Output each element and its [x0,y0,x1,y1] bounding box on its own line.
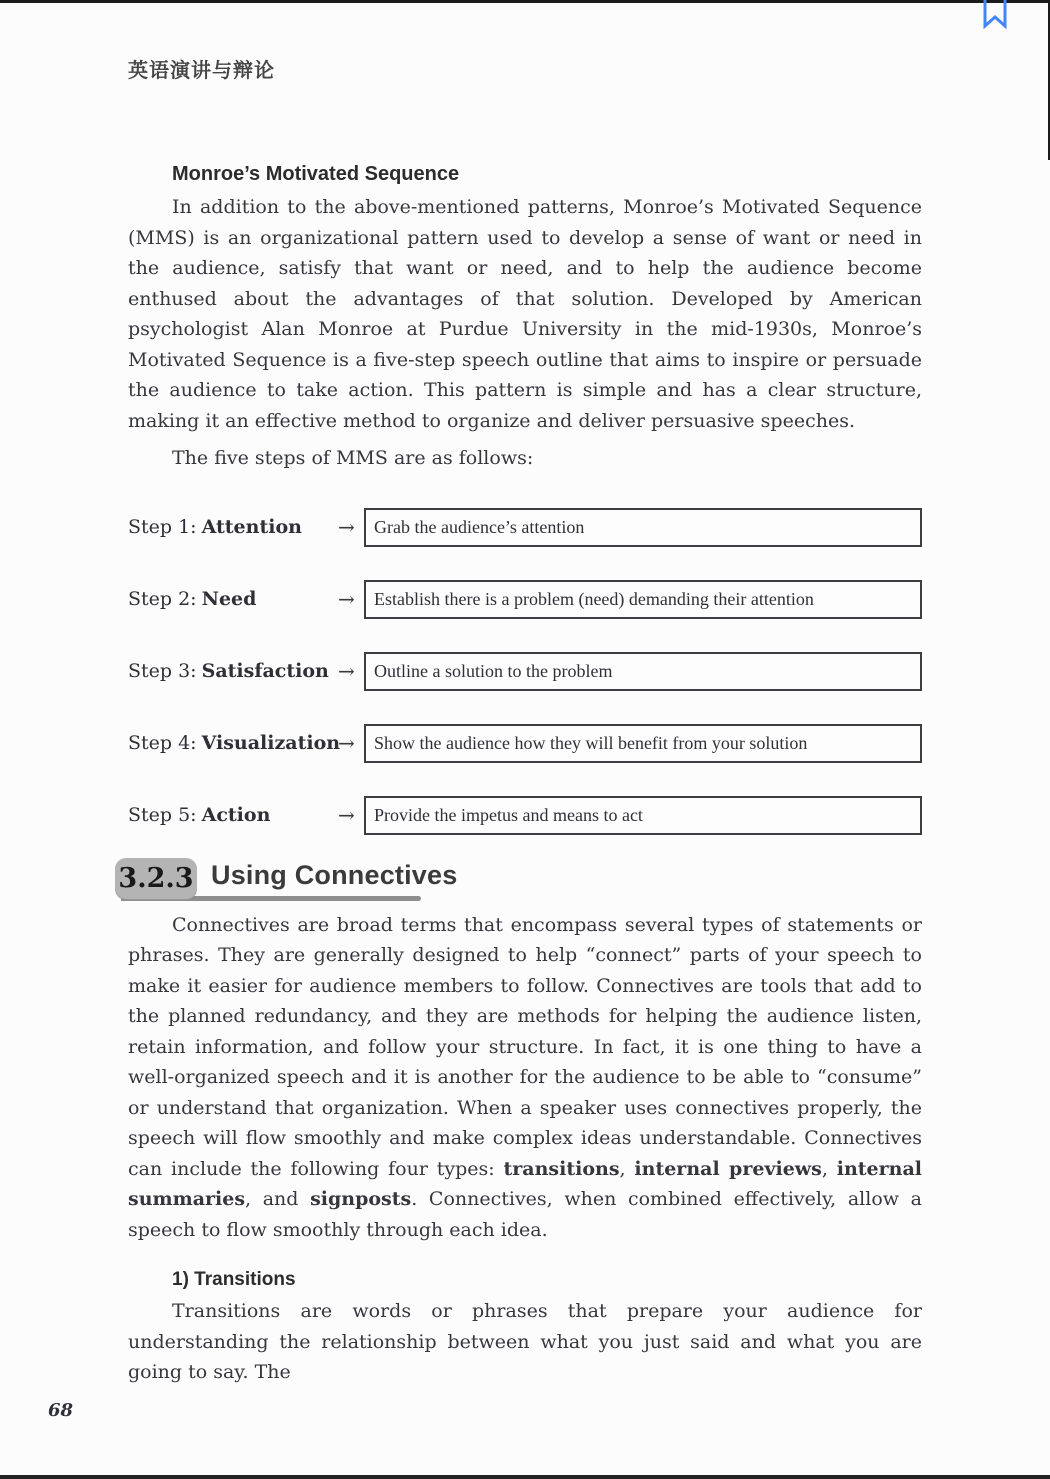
step-prefix: Step 1: [128,516,197,538]
step-description-box: Grab the audience’s attention [364,508,922,547]
mms-section-heading: Monroe’s Motivated Sequence [172,163,460,185]
section-number-badge: 3.2.3 [115,858,197,899]
right-arrow-icon: → [338,803,355,827]
steps-intro-line: The five steps of MMS are as follows: [172,447,534,469]
bookmark-icon-path [985,0,1005,26]
step-prefix: Step 4: [128,732,197,754]
mms-step-row [128,724,922,763]
step-label [128,732,341,754]
step-name: Satisfaction [201,660,329,682]
mms-step-row [128,580,922,619]
step-name: Need [201,588,257,610]
section-title: Using Connectives [211,859,458,890]
step-label [128,660,338,682]
right-arrow-icon: → [338,515,355,539]
top-edge-strip [0,0,1050,3]
page-number: 68 [48,1400,74,1421]
step-description-box: Outline a solution to the problem [364,652,922,691]
right-arrow-icon: → [338,731,355,755]
step-name: Visualization [201,732,341,754]
step-prefix: Step 2: [128,588,197,610]
transitions-paragraph: Transitions are words or phrases that prepare your audience for understanding the relationship between what you just said and what you are going to say. The [128,1300,922,1383]
mms-step-row [128,796,922,835]
step-prefix: Step 5: [128,804,197,826]
step-name: Action [201,804,271,826]
step-name: Attention [201,516,302,538]
section-3-2-3-heading [115,858,922,904]
mms-steps-diagram [128,508,922,835]
right-arrow-icon: → [338,659,355,683]
step-label [128,588,338,610]
bookmark-icon[interactable] [981,0,1009,36]
mms-paragraph: In addition to the above-mentioned patterns, Monroe’s Motivated Sequence (MMS) is an organizational pattern used to develop a sense of want or need in the audience, satisfy that want or need, and to help the audience become enthused about the advantages of that solution. Developed by American psychologist Alan Monroe at Purdue University in the mid-1930s, Monroe’s Motivated Sequence is a five-step speech outline that aims to inspire or persuade the audience to take action. This pattern is simple and has a clear structure, making it an effective method to organize and deliver persuasive speeches. [128,196,922,432]
mms-step-row [128,652,922,691]
step-description-box: Provide the impetus and means to act [364,796,922,835]
mms-step-row [128,508,922,547]
connectives-paragraph: Connectives are broad terms that encompass several types of statements or phrases. They are generally designed to help “connect” parts of your speech to make it easier for audience members to follow. Connectives are tools that add to the planned redundancy, and they are methods for helping the audience listen, retain information, and follow your structure. In fact, it is one thing to have a well-organized speech and it is another for the audience to be able to “consume” or understand that organization. When a speaker uses connectives properly, the speech will flow smoothly and make complex ideas understandable. Connectives can include the following four types: transitions, internal previews, internal summaries, and signposts. Connectives, when combined effectively, allow a speech to flow smoothly through each idea. [128,913,922,1241]
right-arrow-icon: → [338,587,355,611]
step-description-box: Show the audience how they will benefit from your solution [364,724,922,763]
step-label [128,804,338,826]
step-description-box: Establish there is a problem (need) demanding their attention [364,580,922,619]
step-label [128,516,338,538]
running-header: 英语演讲与辩论 [128,60,275,82]
transitions-subheading: 1) Transitions [172,1269,296,1290]
bottom-edge-strip [0,1475,1050,1479]
step-prefix: Step 3: [128,660,197,682]
